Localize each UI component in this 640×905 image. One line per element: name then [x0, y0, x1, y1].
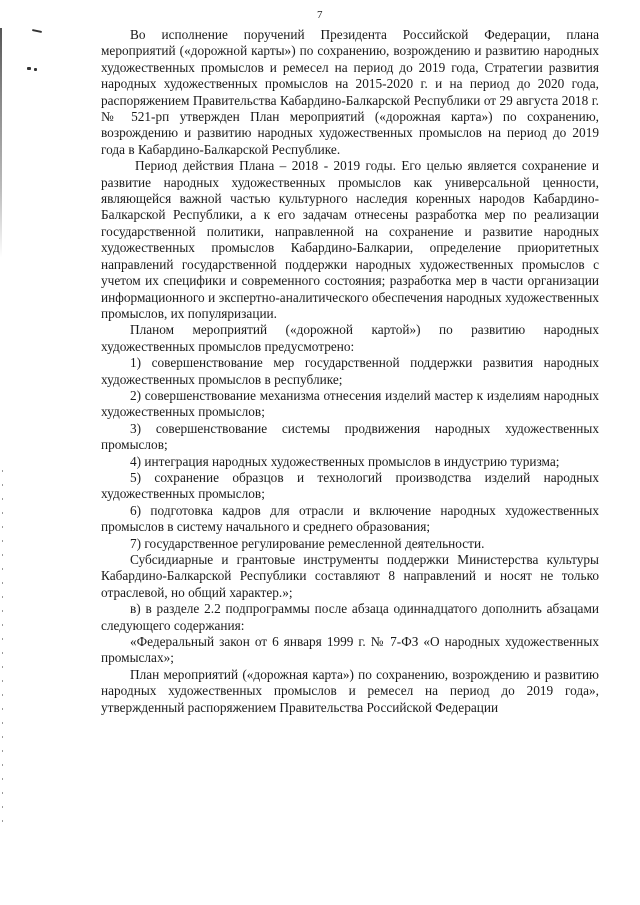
list-item: 1) совершенствование мер государственной поддержки развития народных художественных промыслов в республике; [101, 355, 599, 387]
paragraph: Планом мероприятий («дорожной картой») по развитию народных художественных промыслов предусмотрено: [101, 322, 599, 354]
list-item: 2) совершенствование механизма отнесения изделий мастер к изделиям народных художественных промыслов; [101, 387, 599, 420]
scan-artifact [32, 29, 42, 33]
body-text [101, 27, 599, 716]
list-item: 5) сохранение образцов и технологий производства изделий народных художественных промыслов; [101, 469, 599, 502]
paragraph: «Федеральный закон от 6 января 1999 г. № 7-ФЗ «О народных художественных промыслах»; [101, 634, 599, 666]
list-item: 4) интеграция народных художественных промыслов в индустрию туризма; [130, 453, 560, 469]
paragraph: План мероприятий («дорожная карта») по сохранению, возрождению и развитию народных художественных промыслов и ремесел на период до 2019 года», утвержденный распоряжением Правительства Российской Федерации [101, 666, 599, 715]
paragraph: в) в разделе 2.2 подпрограммы после абзаца одиннадцатого дополнить абзацами следующего содержания: [101, 601, 599, 633]
scan-artifact [34, 68, 37, 71]
page-number: 7 [317, 9, 323, 21]
paragraph: Период действия Плана – 2018 - 2019 годы. Его целью является сохранение и развитие народных художественных промыслов как универсальной ценности, являющейся важной частью культурного наследия коренных народов Кабардино-Балкарской Республики, а к его задачам отнесены разработка мер по реализации государственной политики, направленной на сохранение и развитие народных художественных промыслов Кабардино-Балкарии, определение приоритетных направлений государственной поддержки народных художественных промыслов с учетом их специфики и современного состояния; разработка мер в части организации информационного и экспертно-аналитического обеспечения народных художественных промыслов, их популяризации. [101, 158, 599, 321]
list-item: 6) подготовка кадров для отрасли и включение народных художественных промыслов в систему начального и среднего образования; [101, 502, 599, 535]
scan-edge-specks [2, 470, 3, 830]
list-item: 3) совершенствование системы продвижения народных художественных промыслов; [101, 420, 599, 453]
list-item: 7) государственное регулирование ремесленной деятельности. [130, 535, 485, 551]
scan-artifact [27, 67, 31, 70]
scan-edge-shadow [0, 28, 2, 258]
paragraph: Субсидиарные и грантовые инструменты поддержки Министерства культуры Кабардино-Балкарской Республики составляют 8 направлений и носят не только отраслевой, но общий характер.»; [101, 552, 599, 600]
paragraph: Во исполнение поручений Президента Российской Федерации, плана мероприятий («дорожной карты») по сохранению, возрождению и развитию народных художественных промыслов и ремесел на период до 2019 года, Стратегии развития народных художественных промыслов на 2015-2020 г. и на период до 2020 года, распоряжением Правительства Кабардино-Балкарской Республики от 29 августа 2018 г. № 521-рп утвержден План мероприятий («дорожная карта») по сохранению, возрождению и развитию народных художественных промыслов на период до 2019 года в Кабардино-Балкарской Республике. [101, 27, 599, 157]
